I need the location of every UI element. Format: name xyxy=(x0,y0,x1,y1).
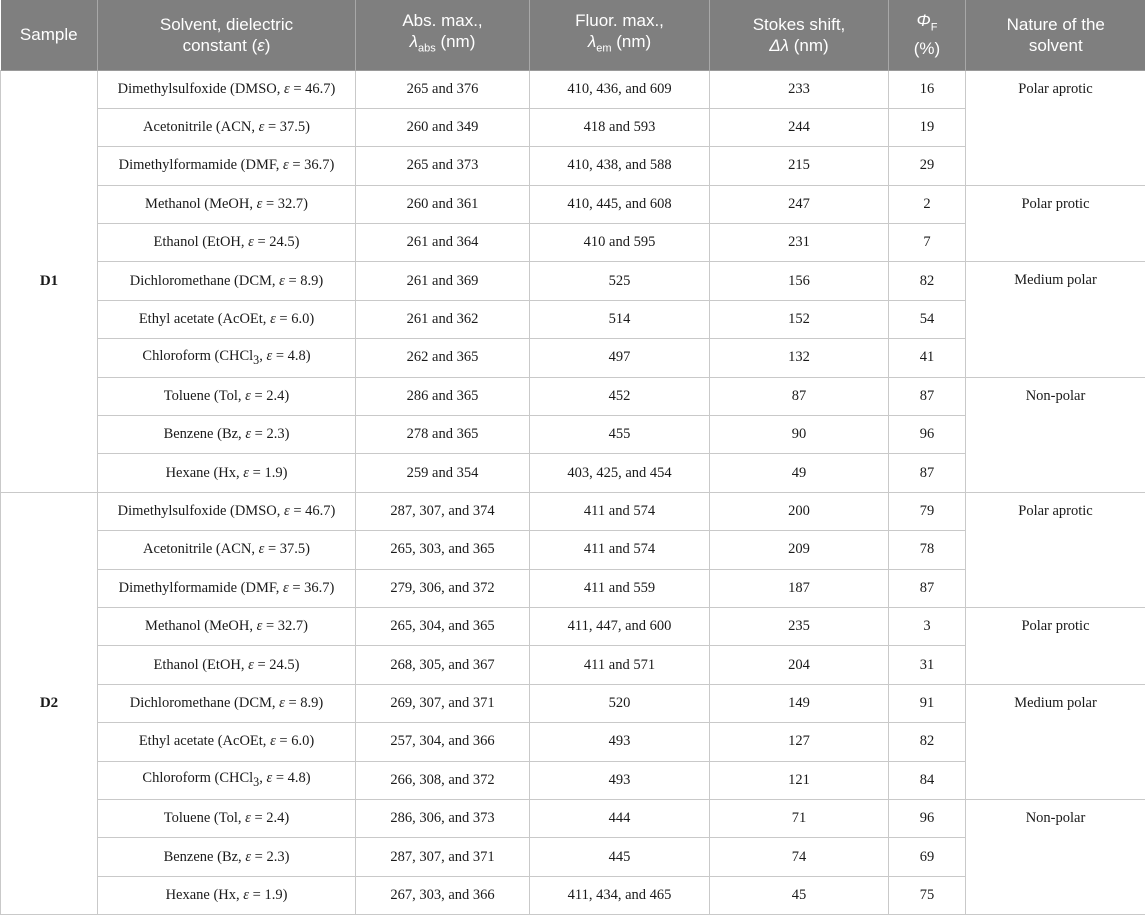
solvent-tail: , xyxy=(259,770,267,787)
stokes-shift-cell: 247 xyxy=(710,185,889,223)
sample-name-cell: D1 xyxy=(1,70,98,492)
stokes-shift-cell: 231 xyxy=(710,224,889,262)
solvent-solvent-name: Methanol (MeOH, xyxy=(145,195,257,212)
header-abs-lambda: λ xyxy=(409,32,418,52)
solvent-eps: ε xyxy=(245,387,251,404)
fluor-max-cell: 403, 425, and 454 xyxy=(530,454,710,492)
solvent-cell xyxy=(98,339,356,377)
solvent-solvent-name: Dichloromethane (DCM, xyxy=(129,272,280,289)
solvent-solvent-name: Ethanol (EtOH, xyxy=(153,234,249,251)
table-row xyxy=(1,492,1145,530)
fluor-max-cell: 411 and 574 xyxy=(530,531,710,569)
solvent-value: = 6.0) xyxy=(275,733,315,750)
solvent-value: = 24.5) xyxy=(253,234,300,251)
stokes-shift-cell: 235 xyxy=(710,607,889,645)
solvent-eps: ε xyxy=(258,541,265,558)
stokes-shift-cell: 49 xyxy=(710,454,889,492)
abs-max-cell: 265 and 373 xyxy=(356,147,530,185)
abs-max-cell: 259 and 354 xyxy=(356,454,530,492)
solvent-sub: 3 xyxy=(253,352,260,367)
solvent-value: = 46.7) xyxy=(289,502,336,519)
solvent-solvent-name: Chloroform (CHCl xyxy=(142,770,254,787)
solvent-value: = 4.8) xyxy=(272,770,311,787)
stokes-shift-cell: 74 xyxy=(710,838,889,876)
sample-name-cell: D2 xyxy=(1,492,98,914)
abs-max-cell: 267, 303, and 366 xyxy=(356,876,530,914)
quantum-yield-cell: 69 xyxy=(889,838,966,876)
fluor-max-cell: 452 xyxy=(530,377,710,415)
solvent-cell xyxy=(98,838,356,876)
fluor-max-cell: 444 xyxy=(530,799,710,837)
table-header xyxy=(1,0,1145,70)
solvent-cell xyxy=(98,531,356,569)
solvent-cell xyxy=(98,569,356,607)
quantum-yield-cell: 87 xyxy=(889,454,966,492)
solvent-solvent-name: Acetonitrile (ACN, xyxy=(143,119,259,136)
solvent-eps: ε xyxy=(279,272,285,289)
solvent-eps: ε xyxy=(283,80,290,97)
table-row xyxy=(1,70,1145,108)
quantum-yield-cell: 3 xyxy=(889,607,966,645)
solvent-cell xyxy=(98,377,356,415)
fluor-max-cell: 411 and 571 xyxy=(530,646,710,684)
header-abs-max xyxy=(356,0,530,70)
solvent-eps: ε xyxy=(266,770,273,787)
solvent-cell xyxy=(98,799,356,837)
header-solvent-epsilon: ε xyxy=(257,35,265,55)
header-solvent-line1: Solvent, dielectric xyxy=(159,14,294,34)
quantum-yield-cell: 79 xyxy=(889,492,966,530)
solvent-cell xyxy=(98,761,356,799)
solvent-cell xyxy=(98,185,356,223)
fluor-max-cell: 520 xyxy=(530,684,710,722)
solvent-eps: ε xyxy=(248,656,254,673)
header-nature-line1: Nature of the xyxy=(1006,14,1105,34)
quantum-yield-cell: 96 xyxy=(889,799,966,837)
header-phi-unit: (%) xyxy=(913,39,941,59)
stokes-shift-cell: 71 xyxy=(710,799,889,837)
solvent-cell xyxy=(98,454,356,492)
abs-max-cell: 261 and 362 xyxy=(356,300,530,338)
solvent-value: = 46.7) xyxy=(289,80,336,97)
solvent-value: = 6.0) xyxy=(275,311,315,328)
solvent-cell xyxy=(98,416,356,454)
abs-max-cell: 287, 307, and 371 xyxy=(356,838,530,876)
stokes-shift-cell: 215 xyxy=(710,147,889,185)
header-phi-sub: F xyxy=(930,21,938,34)
abs-max-cell: 261 and 364 xyxy=(356,224,530,262)
header-fluor-lambda: λ xyxy=(587,32,597,52)
solvent-solvent-name: Benzene (Bz, xyxy=(163,426,246,443)
header-nature-line2: solvent xyxy=(1028,35,1083,55)
solvent-eps: ε xyxy=(266,347,273,364)
solvent-value: = 1.9) xyxy=(249,886,288,903)
header-fluor-sub: em xyxy=(596,42,612,55)
fluor-max-cell: 418 and 593 xyxy=(530,108,710,146)
solvent-value: = 37.5) xyxy=(264,541,310,558)
header-quantum-yield xyxy=(889,0,966,70)
solvent-solvent-name: Chloroform (CHCl xyxy=(142,347,254,364)
solvent-eps: ε xyxy=(270,311,276,328)
quantum-yield-cell: 75 xyxy=(889,876,966,914)
fluor-max-cell: 497 xyxy=(530,339,710,377)
abs-max-cell: 260 and 349 xyxy=(356,108,530,146)
solvent-value: = 2.3) xyxy=(251,426,290,443)
abs-max-cell: 265, 303, and 365 xyxy=(356,531,530,569)
quantum-yield-cell: 87 xyxy=(889,377,966,415)
solvent-cell xyxy=(98,723,356,761)
table-row xyxy=(1,185,1145,223)
header-solvent-close: ) xyxy=(264,35,271,55)
header-stokes-unit: (nm) xyxy=(789,35,829,55)
abs-max-cell: 261 and 369 xyxy=(356,262,530,300)
abs-max-cell: 262 and 365 xyxy=(356,339,530,377)
solvent-eps: ε xyxy=(283,157,289,174)
header-fluor-max xyxy=(530,0,710,70)
header-stokes-shift xyxy=(710,0,889,70)
quantum-yield-cell: 96 xyxy=(889,416,966,454)
header-sample xyxy=(1,0,98,70)
stokes-shift-cell: 209 xyxy=(710,531,889,569)
table-row xyxy=(1,377,1145,415)
fluor-max-cell: 411, 447, and 600 xyxy=(530,607,710,645)
solvent-eps: ε xyxy=(256,618,263,635)
fluor-max-cell: 410, 445, and 608 xyxy=(530,185,710,223)
fluor-max-cell: 493 xyxy=(530,761,710,799)
stokes-shift-cell: 187 xyxy=(710,569,889,607)
solvent-solvent-name: Dichloromethane (DCM, xyxy=(129,694,280,711)
solvent-value: = 37.5) xyxy=(264,119,310,136)
quantum-yield-cell: 91 xyxy=(889,684,966,722)
header-stokes-line1: Stokes shift, xyxy=(752,14,846,34)
quantum-yield-cell: 82 xyxy=(889,723,966,761)
abs-max-cell: 278 and 365 xyxy=(356,416,530,454)
table-row xyxy=(1,684,1145,722)
abs-max-cell: 286, 306, and 373 xyxy=(356,799,530,837)
stokes-shift-cell: 127 xyxy=(710,723,889,761)
solvent-eps: ε xyxy=(243,464,250,481)
quantum-yield-cell: 19 xyxy=(889,108,966,146)
solvent-cell xyxy=(98,108,356,146)
solvent-cell xyxy=(98,876,356,914)
quantum-yield-cell: 41 xyxy=(889,339,966,377)
header-fluor-line1: Fluor. max., xyxy=(575,11,664,31)
abs-max-cell: 268, 305, and 367 xyxy=(356,646,530,684)
fluor-max-cell: 455 xyxy=(530,416,710,454)
header-abs-unit: (nm) xyxy=(435,32,476,52)
stokes-shift-cell: 121 xyxy=(710,761,889,799)
abs-max-cell: 286 and 365 xyxy=(356,377,530,415)
solvent-solvent-name: Toluene (Tol, xyxy=(163,810,246,827)
quantum-yield-cell: 16 xyxy=(889,70,966,108)
abs-max-cell: 265, 304, and 365 xyxy=(356,607,530,645)
solvent-sub: 3 xyxy=(253,775,260,790)
solvent-value: = 8.9) xyxy=(284,272,324,289)
fluor-max-cell: 514 xyxy=(530,300,710,338)
fluor-max-cell: 411, 434, and 465 xyxy=(530,876,710,914)
quantum-yield-cell: 84 xyxy=(889,761,966,799)
quantum-yield-cell: 78 xyxy=(889,531,966,569)
solvent-solvent-name: Dimethylsulfoxide (DMSO, xyxy=(117,502,284,519)
stokes-shift-cell: 45 xyxy=(710,876,889,914)
solvent-eps: ε xyxy=(248,234,254,251)
solvent-nature-cell: Polar protic xyxy=(966,185,1145,262)
solvent-solvent-name: Hexane (Hx, xyxy=(165,886,244,903)
fluor-max-cell: 525 xyxy=(530,262,710,300)
fluor-max-cell: 410, 438, and 588 xyxy=(530,147,710,185)
header-solvent xyxy=(98,0,356,70)
solvent-solvent-name: Hexane (Hx, xyxy=(165,464,244,481)
abs-max-cell: 260 and 361 xyxy=(356,185,530,223)
solvent-nature-cell: Medium polar xyxy=(966,684,1145,799)
stokes-shift-cell: 233 xyxy=(710,70,889,108)
stokes-shift-cell: 132 xyxy=(710,339,889,377)
stokes-shift-cell: 90 xyxy=(710,416,889,454)
solvent-solvent-name: Benzene (Bz, xyxy=(163,848,246,865)
solvent-value: = 2.3) xyxy=(251,848,290,865)
abs-max-cell: 287, 307, and 374 xyxy=(356,492,530,530)
header-sample-text: Sample xyxy=(19,25,78,45)
solvent-eps: ε xyxy=(243,886,250,903)
header-fluor-unit: (nm) xyxy=(611,32,652,52)
header-phi-symbol: Φ xyxy=(916,11,931,31)
fluor-max-cell: 411 and 559 xyxy=(530,569,710,607)
stokes-shift-cell: 87 xyxy=(710,377,889,415)
solvent-nature-cell: Polar aprotic xyxy=(966,492,1145,607)
solvent-value: = 36.7) xyxy=(288,157,335,174)
solvent-value: = 24.5) xyxy=(253,656,300,673)
quantum-yield-cell: 31 xyxy=(889,646,966,684)
solvent-eps: ε xyxy=(245,810,251,827)
stokes-shift-cell: 149 xyxy=(710,684,889,722)
solvent-solvent-name: Ethyl acetate (AcOEt, xyxy=(138,311,271,328)
solvent-cell xyxy=(98,262,356,300)
quantum-yield-cell: 2 xyxy=(889,185,966,223)
table-body xyxy=(1,70,1145,915)
abs-max-cell: 265 and 376 xyxy=(356,70,530,108)
stokes-shift-cell: 152 xyxy=(710,300,889,338)
solvent-eps: ε xyxy=(270,733,276,750)
header-abs-sub: abs xyxy=(417,42,436,55)
solvent-eps: ε xyxy=(245,848,252,865)
solvent-value: = 1.9) xyxy=(249,464,288,481)
header-abs-line1: Abs. max., xyxy=(402,11,483,31)
fluor-max-cell: 410 and 595 xyxy=(530,224,710,262)
solvent-nature-cell: Polar protic xyxy=(966,607,1145,684)
fluor-max-cell: 410, 436, and 609 xyxy=(530,70,710,108)
header-stokes-delta: Δλ xyxy=(769,35,790,55)
header-row xyxy=(1,0,1145,70)
solvent-cell xyxy=(98,224,356,262)
solvent-solvent-name: Toluene (Tol, xyxy=(163,387,246,404)
quantum-yield-cell: 87 xyxy=(889,569,966,607)
stokes-shift-cell: 156 xyxy=(710,262,889,300)
solvent-cell xyxy=(98,492,356,530)
solvent-solvent-name: Ethyl acetate (AcOEt, xyxy=(138,733,271,750)
solvent-value: = 4.8) xyxy=(272,347,311,364)
solvent-nature-cell: Medium polar xyxy=(966,262,1145,377)
solvent-cell xyxy=(98,607,356,645)
header-nature xyxy=(966,0,1145,70)
solvent-value: = 2.4) xyxy=(250,387,290,404)
solvent-solvent-name: Dimethylformamide (DMF, xyxy=(118,579,283,596)
solvent-value: = 32.7) xyxy=(262,618,308,635)
table-row xyxy=(1,799,1145,837)
solvent-solvent-name: Acetonitrile (ACN, xyxy=(143,541,259,558)
solvent-eps: ε xyxy=(256,195,263,212)
solvent-solvent-name: Methanol (MeOH, xyxy=(145,618,257,635)
solvent-cell xyxy=(98,300,356,338)
solvent-eps: ε xyxy=(283,579,289,596)
stokes-shift-cell: 200 xyxy=(710,492,889,530)
quantum-yield-cell: 7 xyxy=(889,224,966,262)
solvent-eps: ε xyxy=(258,119,265,136)
abs-max-cell: 279, 306, and 372 xyxy=(356,569,530,607)
stokes-shift-cell: 244 xyxy=(710,108,889,146)
table-row xyxy=(1,607,1145,645)
abs-max-cell: 266, 308, and 372 xyxy=(356,761,530,799)
quantum-yield-cell: 82 xyxy=(889,262,966,300)
solvent-solvent-name: Ethanol (EtOH, xyxy=(153,656,249,673)
solvent-cell xyxy=(98,646,356,684)
fluor-max-cell: 411 and 574 xyxy=(530,492,710,530)
solvent-value: = 2.4) xyxy=(250,810,290,827)
solvent-tail: , xyxy=(259,347,267,364)
solvent-eps: ε xyxy=(283,502,290,519)
solvent-value: = 36.7) xyxy=(288,579,335,596)
header-solvent-line2: constant ( xyxy=(182,35,258,55)
solvent-eps: ε xyxy=(245,426,252,443)
quantum-yield-cell: 29 xyxy=(889,147,966,185)
quantum-yield-cell: 54 xyxy=(889,300,966,338)
stokes-shift-cell: 204 xyxy=(710,646,889,684)
table-row xyxy=(1,262,1145,300)
solvent-cell xyxy=(98,684,356,722)
solvent-solvent-name: Dimethylformamide (DMF, xyxy=(118,157,283,174)
solvent-nature-cell: Non-polar xyxy=(966,377,1145,492)
solvent-eps: ε xyxy=(279,694,285,711)
solvent-cell xyxy=(98,147,356,185)
solvent-value: = 8.9) xyxy=(284,694,324,711)
solvent-value: = 32.7) xyxy=(262,195,308,212)
fluor-max-cell: 445 xyxy=(530,838,710,876)
solvent-nature-cell: Non-polar xyxy=(966,799,1145,914)
abs-max-cell: 269, 307, and 371 xyxy=(356,684,530,722)
solvent-solvent-name: Dimethylsulfoxide (DMSO, xyxy=(117,80,284,97)
solvent-cell xyxy=(98,70,356,108)
abs-max-cell: 257, 304, and 366 xyxy=(356,723,530,761)
fluor-max-cell: 493 xyxy=(530,723,710,761)
solvent-nature-cell: Polar aprotic xyxy=(966,70,1145,185)
